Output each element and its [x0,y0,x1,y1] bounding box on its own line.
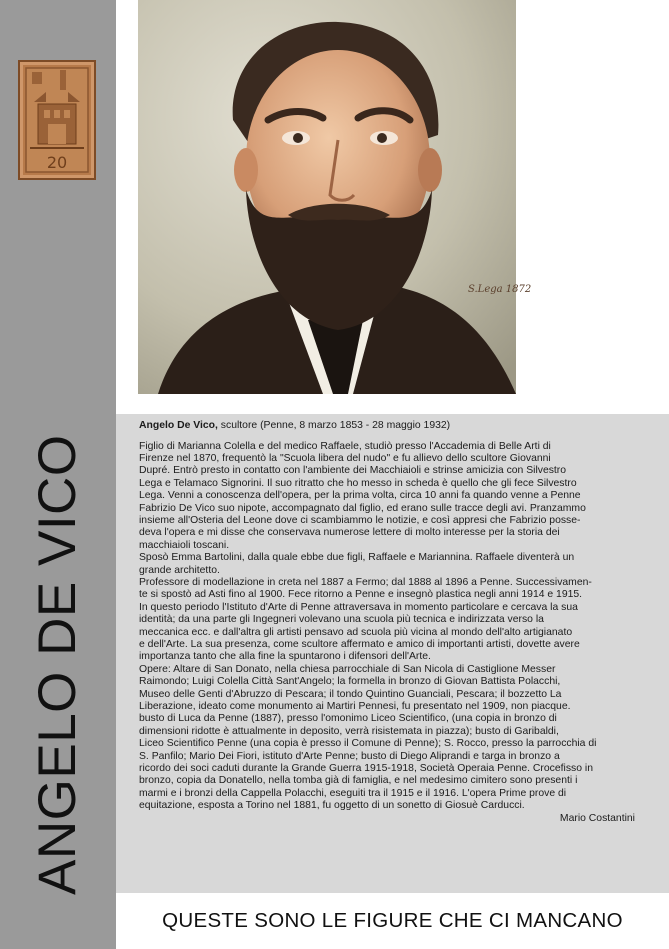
bio-body: Figlio di Marianna Colella e del medico Raffaele, studiò presso l'Accademia di Belle Arti di Firenze nel 1870, frequentò la "Scuola libera del nudo" e fu allievo dello scultore Giovanni Dupré. Entrò presto in contatto con l'ambiente dei Macchiaioli e strinse amicizia con Silvestro Lega e Telamaco Signorini. Il suo ritratto che ho messo in scheda è quello che gli fece Silvestro Lega. Venni a conoscenza dell'opera, per la prima volta, circa 10 anni fa quando venne a Penne Fabrizio De Vico suo nipote, accompagnato dal figlio, ed erano sulle tracce degli avi. Pranzammo insieme all'Osteria del Leone dove ci scambiammo le notizie, e così appresi che Fabrizio posse- deva l'opera e mi disse che conservava numerose lettere di molto interesse per la storia dei macchiaioli toscani. Sposò Emma Bartolini, dalla quale ebbe due figli, Raffaele e Mariannina. Raffaele diventerà un grande architetto. Professore di modellazione in creta nel 1887 a Fermo; dal 1888 al 1896 a Penne. Successivamen- te si spostò ad Asti fino al 1900. Fece ritorno a Penne e insegnò plastica negli anni 1914 e 1915. In questo periodo l'Istituto d'Arte di Penne attraversava in momento particolare e cercava la sua identità; da una parte gli Ingegneri volevano una scuola più tecnica e indirizzata verso la meccanica ecc. e dall'altra gli artisti pensavo ad scuola più vicina al mondo dell'alto artigianato e dell'Arte. La sua presenza, come scultore affermato e amico di importanti artisti, dovette avere importanza tanto che alla fine la spuntarono i difensori dell'Arte. Opere: Altare di San Donato, nella chiesa parrocchiale di San Nicola di Castiglione Messer Raimondo; Luigi Colella Città Sant'Angelo; la formella in bronzo di Giovan Battista Polacchi, Museo delle Genti d'Abruzzo di Pescara; il tondo Quintino Guanciali, Pescara; il bozzetto La Liberazione, ideato come monumento ai Martiri Pennesi, fu presentato nel 1909, non piacque. busto di Luca da Penne (1887), presso l'omonimo Liceo Scientifico, (una copia in bronzo di dimensioni ridotte è attualmente in deposito, verrà risistemata in piazza); busto di Garibaldi, Liceo Scientifico Penne (una copia è presso il Comune di Penne); S. Rocco, presso la parrocchia di S. Panfilo; Mario Dei Fiori, istituto d'Arte Penne; busto di Diego Aliprandi e targa in bronzo a ricordo dei soci caduti durante la Grande Guerra 1915-1918, Società Operaia Penne. Crocefisso in bronzo, copia da Donatello, nella tomba già di famiglia, e nel medesimo cimitero sono presenti i marmi e i bronzi della Cappella Polacchi, eseguiti tra il 1915 e il 1916. L'opera Prime prove di equitazione, esposta a Torino nel 1881, fu oggetto di un sonetto di Giosuè Carducci. [139,440,597,812]
portrait-painting [138,0,532,394]
bio-name: Angelo De Vico, [139,420,218,431]
svg-text:S.Lega 1872: S.Lega 1872 [468,284,532,295]
bio-signature: Mario Costantini [559,812,635,824]
sidebar-band [0,0,116,949]
bio-role: scultore [217,420,258,431]
bio-dates: (Penne, 8 marzo 1853 - 28 maggio 1932) [257,420,451,431]
tagline: QUESTE SONO LE FIGURE CHE CI MANCANO [116,893,669,949]
biography-panel [116,414,669,893]
terracotta-logo-icon [18,60,96,180]
bio-header [139,420,655,433]
svg-text:20: 20 [46,153,68,172]
vertical-title: ANGELO DE VICO [28,434,87,895]
